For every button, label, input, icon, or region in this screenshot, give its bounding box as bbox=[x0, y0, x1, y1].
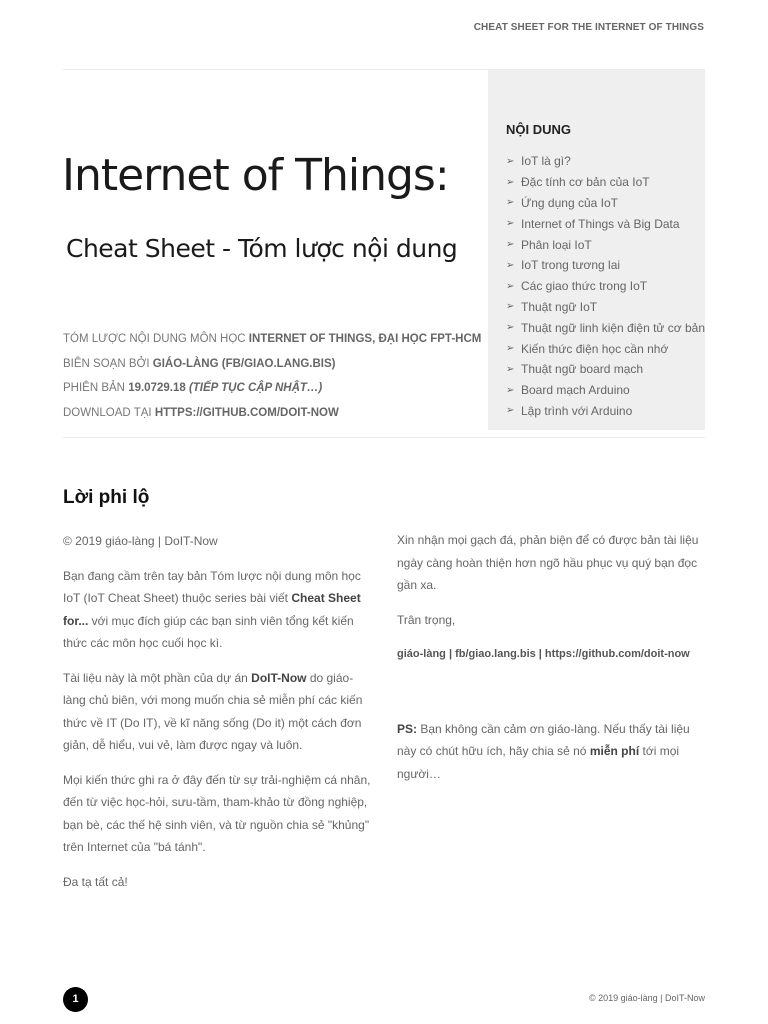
page-number-badge: 1 bbox=[63, 987, 88, 1012]
arrow-bullet-icon: ➢ bbox=[506, 322, 515, 334]
arrow-bullet-icon: ➢ bbox=[506, 155, 515, 167]
toc-item[interactable] bbox=[506, 234, 705, 255]
arrow-bullet-icon: ➢ bbox=[506, 239, 515, 251]
toc-item-label: Thuật ngữ board mạch bbox=[521, 362, 644, 377]
meta-author-line: BIÊN SOẠN BỞI GIÁO-LÀNG (FB/GIAO.LANG.BIS) bbox=[63, 357, 336, 370]
toc-item[interactable] bbox=[506, 401, 705, 422]
toc-list bbox=[506, 151, 705, 421]
toc-item-label: Các giao thức trong IoT bbox=[521, 279, 648, 294]
download-link[interactable]: HTTPS://GITHUB.COM/DOIT-NOW bbox=[154, 407, 339, 420]
thanks-paragraph: Đa tạ tất cả! bbox=[63, 874, 128, 889]
toc-item[interactable] bbox=[506, 317, 705, 338]
meta-download-line: DOWNLOAD TẠI HTTPS://GITHUB.COM/DOIT-NOW bbox=[63, 407, 339, 420]
toc-item-label: Board mạch Arduino bbox=[521, 383, 630, 398]
toc-item[interactable] bbox=[506, 193, 705, 214]
arrow-bullet-icon: ➢ bbox=[506, 405, 515, 417]
toc-item-label: Phân loại IoT bbox=[521, 237, 592, 252]
intro-paragraph: Bạn đang cầm trên tay bản Tóm lược nội dung môn học IoT (IoT Cheat Sheet) thuộc series bài viết Cheat Sheet for... với mục đích giúp các bạn sinh viên tổng kết kiến thức các môn học cuối học kì. bbox=[63, 568, 361, 650]
arrow-bullet-icon: ➢ bbox=[506, 301, 515, 313]
footer-copyright: © 2019 giáo-làng | DoIT-Now bbox=[588, 993, 705, 1003]
feedback-paragraph: Xin nhận mọi gạch đá, phản biện để có được bản tài liệu ngày càng hoàn thiện hơn ngõ hầu phục vụ quý bạn đọc gần xa. bbox=[397, 533, 699, 592]
toc-item[interactable] bbox=[506, 172, 705, 193]
signature-line: giáo-làng | fb/giao.lang.bis | https://github.com/doit-now bbox=[397, 648, 690, 660]
toc-item[interactable] bbox=[506, 151, 705, 172]
toc-item[interactable] bbox=[506, 276, 705, 297]
toc-item-label: IoT trong tương lai bbox=[521, 258, 621, 273]
document-meta bbox=[63, 333, 483, 432]
arrow-bullet-icon: ➢ bbox=[506, 343, 515, 355]
toc-item-label: Thuật ngữ IoT bbox=[521, 299, 598, 314]
toc-title: NỘI DUNG bbox=[506, 122, 571, 137]
toc-item[interactable] bbox=[506, 255, 705, 276]
ps-paragraph: PS: Bạn không cần cảm ơn giáo-làng. Nếu thấy tài liệu này có chút hữu ích, hãy chia sẻ nó miễn phí tới mọi người… bbox=[397, 721, 690, 781]
section-heading: Lời phi lộ bbox=[63, 487, 150, 508]
toc-item[interactable] bbox=[506, 338, 705, 359]
toc-item[interactable] bbox=[506, 297, 705, 318]
arrow-bullet-icon: ➢ bbox=[506, 176, 515, 188]
toc-item[interactable] bbox=[506, 380, 705, 401]
project-paragraph: Tài liệu này là một phần của dự án DoIT-Now do giáo-làng chủ biên, với mong muốn chia sẻ miễn phí các kiến thức về IT (Do IT), về kĩ năng sống (Do it) một cách đơn giản, dễ hiểu, vui vẻ, làm được ngay và luôn. bbox=[63, 670, 363, 752]
running-header: CHEAT SHEET FOR THE INTERNET OF THINGS bbox=[473, 22, 704, 33]
arrow-bullet-icon: ➢ bbox=[506, 218, 515, 230]
arrow-bullet-icon: ➢ bbox=[506, 384, 515, 396]
middle-divider bbox=[63, 437, 705, 438]
document-subtitle: Cheat Sheet - Tóm lược nội dung bbox=[66, 234, 458, 263]
meta-version-line: PHIÊN BẢN 19.0729.18 (TIẾP TỤC CẬP NHẬT…) bbox=[63, 382, 323, 395]
arrow-bullet-icon: ➢ bbox=[506, 280, 515, 292]
left-column bbox=[63, 530, 373, 905]
document-title: Internet of Things: bbox=[62, 150, 449, 201]
right-column bbox=[397, 529, 707, 797]
toc-item-label: Đặc tính cơ bản của IoT bbox=[521, 175, 650, 190]
toc-item-label: Thuật ngữ linh kiện điện tử cơ bản bbox=[520, 320, 705, 335]
meta-course-line: TÓM LƯỢC NỘI DUNG MÔN HỌC INTERNET OF THINGS, ĐẠI HỌC FPT-HCM bbox=[63, 333, 482, 345]
toc-item[interactable] bbox=[506, 213, 705, 234]
toc-item-label: Kiến thức điện học cần nhớ bbox=[521, 341, 669, 356]
toc-item[interactable] bbox=[506, 359, 705, 380]
toc-item-label: Ứng dụng của IoT bbox=[521, 195, 618, 210]
toc-item-label: IoT là gì? bbox=[521, 154, 571, 169]
toc-item-label: Internet of Things và Big Data bbox=[521, 216, 680, 231]
table-of-contents bbox=[488, 70, 705, 430]
copyright-line: © 2019 giáo-làng | DoIT-Now bbox=[63, 534, 218, 548]
sources-paragraph: Mọi kiến thức ghi ra ở đây đến từ sự trải-nghiệm cá nhân, đến từ việc học-hỏi, sưu-tầm, tham-khảo từ đồng nghiệp, bạn bè, các thế hệ sinh viên, và từ nguồn chia sẻ "khủng" trên Internet của "bá tánh". bbox=[63, 772, 371, 854]
regards-line: Trân trọng, bbox=[397, 612, 456, 627]
arrow-bullet-icon: ➢ bbox=[506, 363, 515, 375]
toc-item-label: Lập trình với Arduino bbox=[521, 403, 633, 418]
arrow-bullet-icon: ➢ bbox=[506, 259, 515, 271]
arrow-bullet-icon: ➢ bbox=[506, 197, 515, 209]
